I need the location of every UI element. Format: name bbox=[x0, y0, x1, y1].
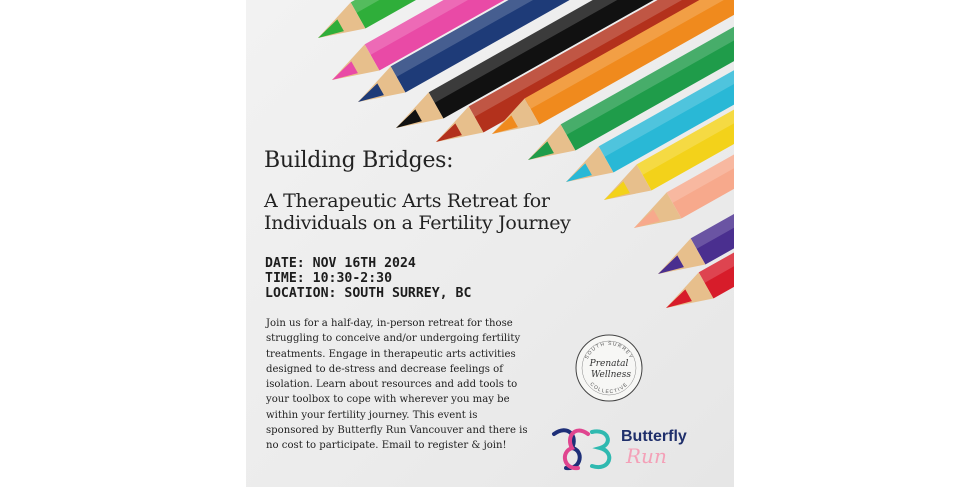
event-date: DATE: NOV 16TH 2024 bbox=[265, 256, 416, 271]
prenatal-logo-script-1: Prenatal bbox=[589, 359, 629, 369]
prenatal-logo-bottom-text: COLLECTIVE bbox=[588, 381, 630, 396]
event-subtitle: A Therapeutic Arts Retreat for Individuals on a Fertility Journey bbox=[264, 190, 571, 234]
prenatal-logo-script-2: Wellness bbox=[591, 370, 631, 380]
event-time: TIME: 10:30-2:30 bbox=[265, 271, 393, 286]
butterfly-run-name: Butterfly bbox=[621, 428, 687, 445]
prenatal-logo-top-text: SOUTH SURREY bbox=[584, 340, 634, 361]
butterfly-run-run: Run bbox=[626, 444, 667, 468]
event-poster bbox=[246, 0, 734, 487]
event-details bbox=[265, 256, 471, 301]
butterfly-icon bbox=[548, 426, 618, 476]
event-location: LOCATION: SOUTH SURREY, BC bbox=[265, 286, 472, 301]
prenatal-wellness-logo bbox=[574, 333, 644, 403]
event-title: Building Bridges: bbox=[264, 148, 454, 173]
event-description: Join us for a half-day, in-person retreat for those struggling to conceive and/or undergoing fertility treatments. Engage in therapeutic arts activities designed to de-stress and decrease feelings of isolation. Learn about resources and add tools to your toolbox to cope with wherever you may be within your fertility journey. This event is sponsored by Butterfly Run Vancouver and there is no cost to participate. Email to register & join! bbox=[266, 318, 528, 452]
butterfly-run-logo bbox=[548, 426, 708, 476]
